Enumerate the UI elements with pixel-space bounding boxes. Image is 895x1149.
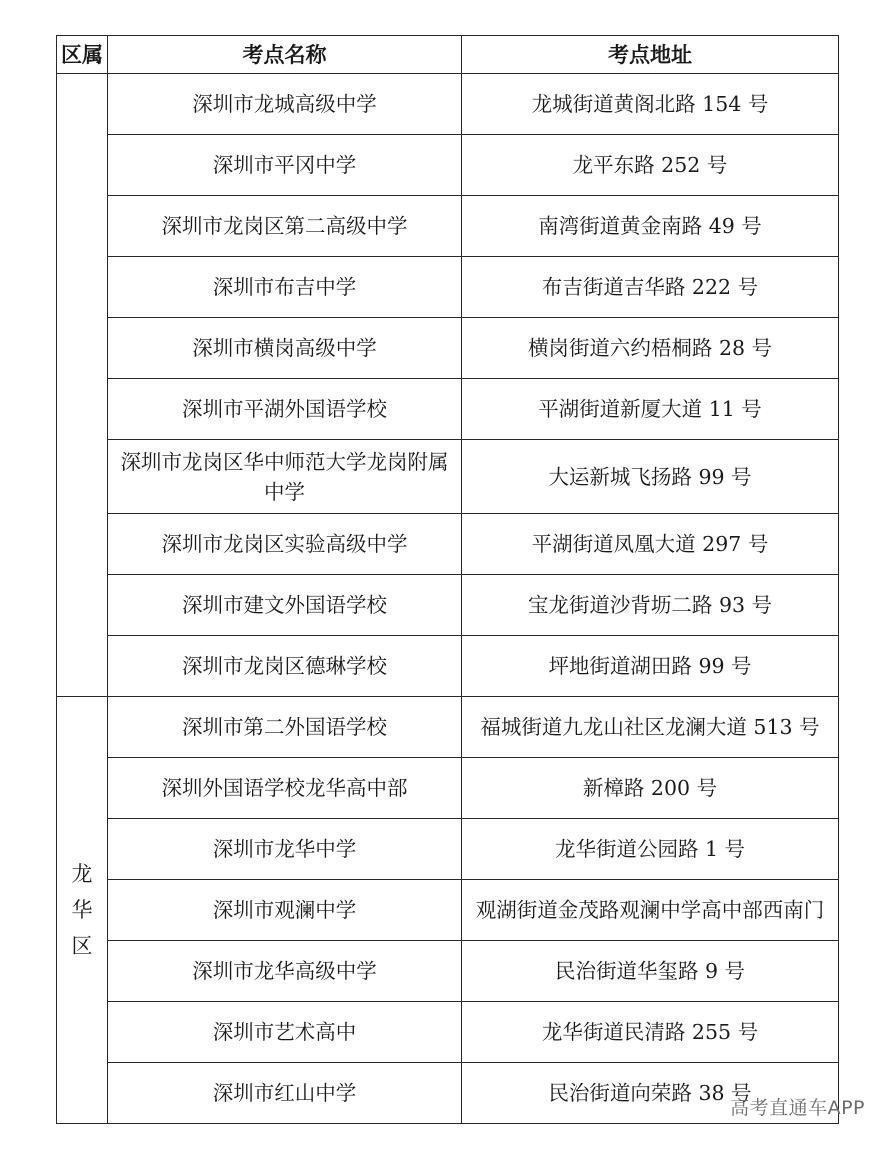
- header-site-name: 考点名称: [108, 36, 462, 74]
- table-row: [57, 379, 839, 440]
- site-address-cell: 宝龙街道沙背坜二路 93 号: [462, 575, 839, 636]
- site-name-cell: 深圳市横岗高级中学: [108, 318, 462, 379]
- site-name-cell: 深圳市建文外国语学校: [108, 575, 462, 636]
- table-row: [57, 196, 839, 257]
- site-address-cell: 新樟路 200 号: [462, 758, 839, 819]
- site-name-cell: 深圳市红山中学: [108, 1063, 462, 1124]
- table-row: [57, 758, 839, 819]
- table-header-row: [57, 36, 839, 74]
- site-address-cell: 龙华街道公园路 1 号: [462, 819, 839, 880]
- table-body: [57, 74, 839, 1124]
- table-row: [57, 636, 839, 697]
- site-name-cell: 深圳市龙岗区实验高级中学: [108, 514, 462, 575]
- site-address-cell: 龙平东路 252 号: [462, 135, 839, 196]
- site-address-cell: 龙华街道民清路 255 号: [462, 1002, 839, 1063]
- table-row: [57, 880, 839, 941]
- district-label: 龙华区: [71, 862, 93, 958]
- site-name-cell: 深圳市龙岗区第二高级中学: [108, 196, 462, 257]
- table-row: [57, 514, 839, 575]
- site-name-cell: 深圳市平冈中学: [108, 135, 462, 196]
- site-name-cell: 深圳市龙城高级中学: [108, 74, 462, 135]
- site-name-cell: 深圳市平湖外国语学校: [108, 379, 462, 440]
- site-address-cell: 坪地街道湖田路 99 号: [462, 636, 839, 697]
- district-cell: [57, 697, 108, 1124]
- site-name-cell: 深圳市龙华高级中学: [108, 941, 462, 1002]
- site-address-cell: 龙城街道黄阁北路 154 号: [462, 74, 839, 135]
- site-name-cell: 深圳外国语学校龙华高中部: [108, 758, 462, 819]
- district-cell: [57, 74, 108, 697]
- watermark: 高考直通车APP: [730, 1097, 865, 1119]
- table-row: [57, 819, 839, 880]
- table-row: [57, 318, 839, 379]
- site-name-cell: 深圳市龙华中学: [108, 819, 462, 880]
- table-row: [57, 1063, 839, 1124]
- exam-sites-table: [56, 35, 839, 1124]
- table-row: [57, 697, 839, 758]
- site-name-cell: 深圳市艺术高中: [108, 1002, 462, 1063]
- table-row: [57, 135, 839, 196]
- table-row: [57, 440, 839, 514]
- table-row: [57, 1002, 839, 1063]
- site-address-cell: 南湾街道黄金南路 49 号: [462, 196, 839, 257]
- table-row: [57, 941, 839, 1002]
- site-address-cell: 民治街道向荣路 38 号: [462, 1063, 839, 1124]
- site-name-cell: 深圳市龙岗区华中师范大学龙岗附属中学: [108, 440, 462, 514]
- site-name-cell: 深圳市第二外国语学校: [108, 697, 462, 758]
- table-row: [57, 257, 839, 318]
- site-address-cell: 布吉街道吉华路 222 号: [462, 257, 839, 318]
- site-address-cell: 观湖街道金茂路观澜中学高中部西南门: [462, 880, 839, 941]
- site-name-cell: 深圳市龙岗区德琳学校: [108, 636, 462, 697]
- site-address-cell: 民治街道华玺路 9 号: [462, 941, 839, 1002]
- table-row: [57, 74, 839, 135]
- site-address-cell: 横岗街道六约梧桐路 28 号: [462, 318, 839, 379]
- site-address-cell: 平湖街道新厦大道 11 号: [462, 379, 839, 440]
- site-address-cell: 福城街道九龙山社区龙澜大道 513 号: [462, 697, 839, 758]
- header-site-address: 考点地址: [462, 36, 839, 74]
- site-name-cell: 深圳市布吉中学: [108, 257, 462, 318]
- header-district: 区属: [57, 36, 108, 74]
- site-address-cell: 大运新城飞扬路 99 号: [462, 440, 839, 514]
- table-row: [57, 575, 839, 636]
- site-name-cell: 深圳市观澜中学: [108, 880, 462, 941]
- site-address-cell: 平湖街道凤凰大道 297 号: [462, 514, 839, 575]
